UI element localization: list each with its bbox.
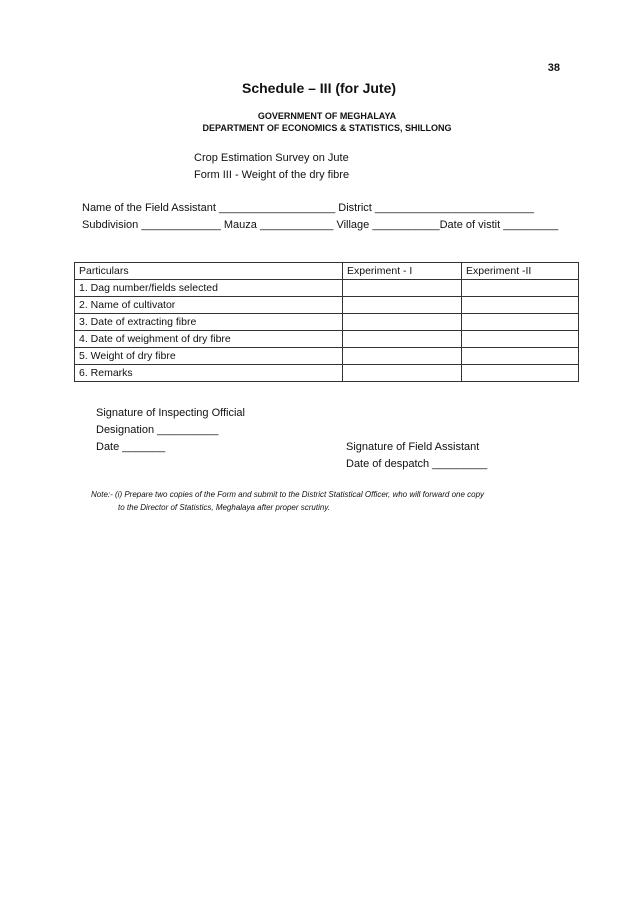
header-experiment-2: Experiment -II (462, 263, 579, 280)
survey-line: Crop Estimation Survey on Jute (194, 152, 349, 164)
row-label: 6. Remarks (75, 365, 343, 382)
row-label: 3. Date of extracting fibre (75, 314, 343, 331)
table-row (75, 348, 579, 365)
experiment-2-cell (462, 331, 579, 348)
field-assistant-block (346, 439, 487, 473)
row-label: 1. Dag number/fields selected (75, 280, 343, 297)
date-field: Date _______ (96, 441, 166, 453)
row-label: 4. Date of weighment of dry fibre (75, 331, 343, 348)
table-row (75, 331, 579, 348)
note-line-1: Note:- (i) Prepare two copies of the Form and submit to the District Statistical Officer, who will forward one copy (91, 490, 485, 499)
signature-inspecting-official: Signature of Inspecting Official (96, 407, 245, 419)
designation-field: Designation __________ (96, 424, 219, 436)
header-experiment-1: Experiment - I (343, 263, 462, 280)
field-line-assistant-district: Name of the Field Assistant ___________________ District __________________________ (82, 202, 534, 214)
table-row (75, 365, 579, 382)
department-name: DEPARTMENT OF ECONOMICS & STATISTICS, SHILLONG (202, 123, 452, 133)
experiment-1-cell (343, 365, 462, 382)
table-header-row (75, 263, 579, 280)
survey-info (194, 150, 349, 184)
experiment-1-cell (343, 331, 462, 348)
government-name: GOVERNMENT OF MEGHALAYA (257, 111, 397, 121)
assistant-fields (82, 200, 558, 234)
government-header (0, 110, 638, 134)
form-line: Form III - Weight of the dry fibre (194, 169, 350, 181)
table-row (75, 314, 579, 331)
experiment-1-cell (343, 314, 462, 331)
page-number: 38 (547, 62, 560, 74)
date-of-despatch-field: Date of despatch _________ (346, 458, 488, 470)
page-title (0, 80, 638, 96)
experiment-2-cell (462, 297, 579, 314)
signature-field-assistant: Signature of Field Assistant (346, 441, 480, 453)
experiment-2-cell (462, 348, 579, 365)
row-label: 5. Weight of dry fibre (75, 348, 343, 365)
particulars-table (74, 262, 579, 382)
row-label: 2. Name of cultivator (75, 297, 343, 314)
experiment-1-cell (343, 280, 462, 297)
experiment-1-cell (343, 348, 462, 365)
header-particulars: Particulars (75, 263, 343, 280)
note-line-2: to the Director of Statistics, Meghalaya after proper scrutiny. (118, 503, 330, 512)
experiment-2-cell (462, 280, 579, 297)
experiment-2-cell (462, 365, 579, 382)
experiment-1-cell (343, 297, 462, 314)
experiment-2-cell (462, 314, 579, 331)
note (91, 488, 484, 514)
table-row (75, 297, 579, 314)
schedule-title: Schedule – III (for Jute) (241, 80, 397, 96)
field-line-subdivision-village: Subdivision _____________ Mauza ____________ Village ___________Date of vistit _________ (82, 219, 559, 231)
inspecting-official-block (96, 405, 245, 456)
table-row (75, 280, 579, 297)
